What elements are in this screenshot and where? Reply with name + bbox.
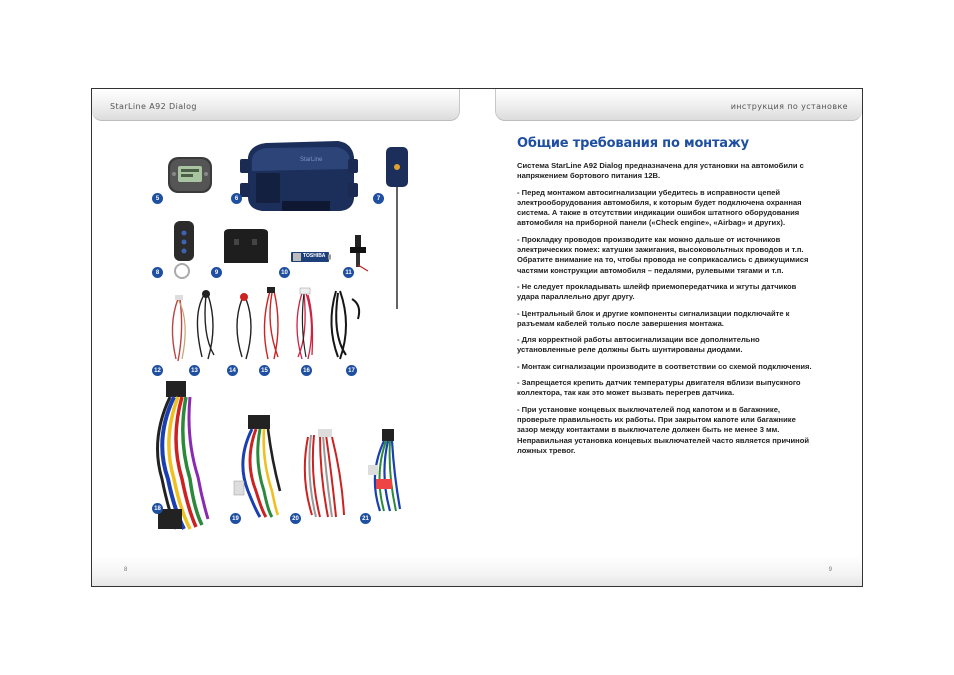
main-control-unit-image (240, 139, 358, 215)
item-badge-7: 7 (373, 193, 384, 204)
item-badge-18: 18 (152, 503, 163, 514)
item-badge-17: 17 (346, 365, 357, 376)
item-badge-14: 14 (227, 365, 238, 376)
paragraph-3: - Прокладку проводов производите как можно дальше от источников электрических помех: катушки зажигания, высоковольтных проводов и т.п. Обратите внимание на то, чтобы провода не соприкасались с движущимися частями конструкции автомобиля – педалями, рулевыми тягами и т.п. (517, 234, 809, 275)
left-header-title: StarLine A92 Dialog (110, 102, 197, 111)
paragraph-8: - Запрещается крепить датчик температуры двигателя вблизи выпускного коллектора, так как это может вызвать перегрев датчика. (517, 378, 801, 398)
unit-logo: StarLine (300, 157, 323, 163)
item-badge-9: 9 (211, 267, 222, 278)
paragraph-5: - Центральный блок и другие компоненты сигнализации подключайте к разъемам кабелей только после завершения монтажа. (517, 308, 790, 328)
item-badge-20: 20 (290, 513, 301, 524)
item-badge-11: 11 (343, 267, 354, 278)
battery-label: TOSHIBA (303, 253, 326, 259)
item-badge-16: 16 (301, 365, 312, 376)
left-page (92, 89, 478, 586)
item-badge-10: 10 (279, 267, 290, 278)
item-badge-6: 6 (231, 193, 242, 204)
paragraph-9: - При установке концевых выключателей под капотом и в багажнике, проверьте правильность их работы. При закрытом капоте или багажнике зазор между контактами в выключателе должен быть не менее 3 мм. Неправильная установка концевых выключателей часто является причиной ложных тревог. (517, 404, 810, 455)
paragraph-7: - Монтаж сигнализации производите в соответствии со схемой подключения. (517, 361, 812, 371)
left-page-number: 8 (124, 567, 128, 573)
item-badge-12: 12 (152, 365, 163, 376)
harness-21-image (360, 425, 410, 517)
right-header-title: инструкция по установке (730, 102, 848, 111)
right-page-number: 9 (828, 567, 832, 573)
lcd-remote-image (166, 153, 214, 197)
paragraph-4: - Не следует прокладывать шлейф приемопередатчика и жгуты датчиков удара параллельно друг другу. (517, 281, 797, 302)
item-badge-21: 21 (360, 513, 371, 524)
harness-20-image (298, 427, 354, 521)
manual-spread (91, 88, 863, 587)
item-badge-19: 19 (230, 513, 241, 524)
item-badge-8: 8 (152, 267, 163, 278)
left-footer (92, 555, 478, 586)
section-title: Общие требования по монтажу (517, 136, 749, 151)
small-remote-image (168, 219, 198, 283)
installation-requirements (517, 136, 817, 462)
right-header (495, 89, 862, 121)
left-header (92, 89, 460, 121)
paragraph-6: - Для корректной работы автосигнализации все дополнительно установленные реле должны быть шунтированы диодами. (517, 335, 760, 355)
wire-sets-image (162, 285, 398, 365)
harness-19-image (230, 411, 290, 521)
item-badge-15: 15 (259, 365, 270, 376)
paragraph-1: Система StarLine A92 Dialog предназначена для установки на автомобили с напряжением бортового питания 12В. (517, 161, 804, 181)
right-footer (478, 555, 862, 586)
right-page (478, 89, 862, 586)
mounting-bracket-image (220, 227, 272, 267)
item-badge-5: 5 (152, 193, 163, 204)
paragraph-2: - Перед монтажом автосигнализации убедитесь в исправности цепей электрооборудования автомобиля, к которым будет подключена охранная система. А также в отсутствии индикации ошибок штатного оборудования автомобиля на приборной панели («Check engine», «Airbag» и других). (517, 187, 802, 228)
item-badge-13: 13 (189, 365, 200, 376)
